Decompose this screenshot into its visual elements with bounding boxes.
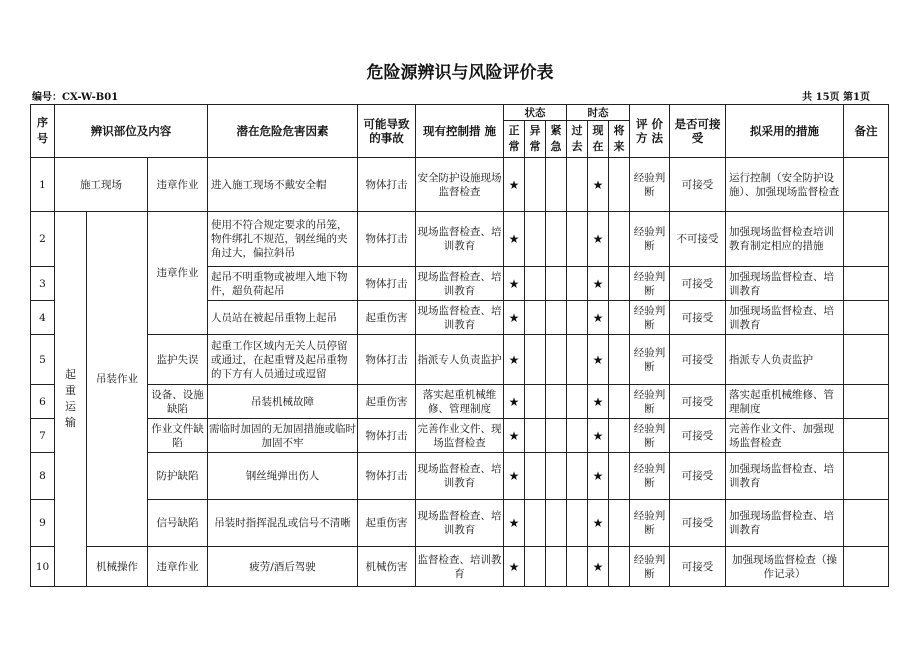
cell-future [609, 301, 630, 335]
cell-method: 经验判断 [630, 500, 670, 547]
star-icon: ★ [588, 335, 609, 385]
risk-assessment-table [30, 104, 889, 587]
cell-past [567, 212, 588, 267]
cell-emergency [546, 453, 567, 500]
star-icon: ★ [504, 385, 525, 419]
header-row-1 [31, 105, 889, 121]
star-icon: ★ [588, 301, 609, 335]
cell-acceptable: 可接受 [670, 385, 726, 419]
cell-control: 完善作业文件、现场监督检查 [416, 419, 504, 453]
header-state-emergency: 紧急 [546, 121, 567, 158]
cell-emergency [546, 335, 567, 385]
cell-past [567, 158, 588, 212]
cell-category: 违章作业 [148, 547, 208, 587]
cell-future [609, 453, 630, 500]
cell-measures: 落实起重机械维修、管理制度 [726, 385, 844, 419]
cell-measures: 加强现场监督检查、培训教育 [726, 453, 844, 500]
cell-control: 指派专人负责监护 [416, 335, 504, 385]
cell-method: 经验判断 [630, 212, 670, 267]
star-icon: ★ [588, 547, 609, 587]
cell-measures: 完善作业文件、加强现场监督检查 [726, 419, 844, 453]
cell-abnormal [525, 547, 546, 587]
cell-control: 现场监督检查、培训教育 [416, 267, 504, 301]
cell-category: 设备、设施缺陷 [148, 385, 208, 419]
cell-method: 经验判断 [630, 301, 670, 335]
cell-acceptable: 可接受 [670, 301, 726, 335]
star-icon: ★ [588, 453, 609, 500]
cell-acceptable: 可接受 [670, 158, 726, 212]
cell-control: 落实起重机械维修、管理制度 [416, 385, 504, 419]
cell-emergency [546, 419, 567, 453]
cell-emergency [546, 385, 567, 419]
cell-accident: 起重伤害 [358, 385, 416, 419]
star-icon: ★ [588, 212, 609, 267]
meta-row [30, 88, 870, 102]
cell-seq: 8 [31, 453, 55, 500]
document-code: 编号：CX-W-B01 [32, 92, 119, 103]
cell-accident: 物体打击 [358, 212, 416, 267]
cell-accident: 起重伤害 [358, 500, 416, 547]
cell-abnormal [525, 385, 546, 419]
cell-category: 信号缺陷 [148, 500, 208, 547]
cell-emergency [546, 212, 567, 267]
cell-measures: 加强现场监督检查、培训教育 [726, 500, 844, 547]
cell-hazard: 起吊不明重物或被埋入地下物件，超负荷起吊 [208, 267, 358, 301]
cell-control: 监督检查、培训教育 [416, 547, 504, 587]
cell-past [567, 453, 588, 500]
cell-emergency [546, 301, 567, 335]
cell-location: 施工现场 [55, 158, 148, 212]
cell-abnormal [525, 301, 546, 335]
header-seq: 序号 [31, 105, 55, 158]
cell-control: 现场监督检查、培训教育 [416, 212, 504, 267]
header-state: 状态 [504, 105, 567, 121]
page-count: 共 15页 第1页 [802, 92, 870, 103]
table-row [31, 385, 889, 419]
cell-control: 安全防护设施现场监督检查 [416, 158, 504, 212]
cell-method: 经验判断 [630, 158, 670, 212]
cell-acceptable: 不可接受 [670, 212, 726, 267]
cell-remarks [844, 500, 889, 547]
cell-seq: 6 [31, 385, 55, 419]
cell-hazard: 人员站在被起吊重物上起吊 [208, 301, 358, 335]
cell-acceptable: 可接受 [670, 335, 726, 385]
table-row [31, 158, 889, 212]
header-state-abnormal: 异常 [525, 121, 546, 158]
table-row [31, 419, 889, 453]
header-state-normal: 正常 [504, 121, 525, 158]
cell-measures: 加强现场监督检查（操作记录） [726, 547, 844, 587]
star-icon: ★ [504, 212, 525, 267]
cell-measures: 指派专人负责监护 [726, 335, 844, 385]
cell-remarks [844, 301, 889, 335]
cell-acceptable: 可接受 [670, 453, 726, 500]
cell-category: 作业文件缺陷 [148, 419, 208, 453]
cell-method: 经验判断 [630, 335, 670, 385]
star-icon: ★ [588, 267, 609, 301]
star-icon: ★ [504, 500, 525, 547]
cell-hazard: 吊装机械故障 [208, 385, 358, 419]
cell-future [609, 547, 630, 587]
cell-accident: 物体打击 [358, 335, 416, 385]
cell-remarks [844, 158, 889, 212]
cell-future [609, 267, 630, 301]
cell-remarks [844, 267, 889, 301]
cell-seq: 10 [31, 547, 55, 587]
cell-abnormal [525, 500, 546, 547]
cell-past [567, 301, 588, 335]
cell-hazard: 起重工作区域内无关人员停留或通过，在起重臂及起吊重物的下方有人员通过或逗留 [208, 335, 358, 385]
cell-seq: 5 [31, 335, 55, 385]
cell-past [567, 500, 588, 547]
cell-seq: 2 [31, 212, 55, 267]
cell-measures: 加强现场监督检查培训教育制定相应的措施 [726, 212, 844, 267]
header-control: 现有控制措 施 [416, 105, 504, 158]
cell-control: 现场监督检查、培训教育 [416, 500, 504, 547]
cell-past [567, 547, 588, 587]
page-title: 危险源辨识与风险评价表 [366, 63, 554, 83]
header-accident: 可能导致的事故 [358, 105, 416, 158]
cell-seq: 3 [31, 267, 55, 301]
star-icon: ★ [504, 419, 525, 453]
star-icon: ★ [588, 419, 609, 453]
cell-accident: 起重伤害 [358, 301, 416, 335]
cell-method: 经验判断 [630, 453, 670, 500]
cell-past [567, 419, 588, 453]
cell-control: 现场监督检查、培训教育 [416, 301, 504, 335]
cell-seq: 1 [31, 158, 55, 212]
cell-hazard: 钢丝绳弹出伤人 [208, 453, 358, 500]
cell-abnormal [525, 212, 546, 267]
cell-seq: 4 [31, 301, 55, 335]
group-machinery: 机械操作 [87, 547, 148, 587]
header-hazard: 潜在危险危害因素 [208, 105, 358, 158]
cell-abnormal [525, 267, 546, 301]
cell-accident: 物体打击 [358, 419, 416, 453]
group-hoisting: 吊装作业 [87, 212, 148, 547]
cell-category: 违章作业 [148, 158, 208, 212]
cell-abnormal [525, 335, 546, 385]
cell-future [609, 385, 630, 419]
cell-seq: 9 [31, 500, 55, 547]
cell-acceptable: 可接受 [670, 419, 726, 453]
header-tense-future: 将来 [609, 121, 630, 158]
table-row [31, 500, 889, 547]
cell-abnormal [525, 453, 546, 500]
cell-hazard: 需临时加固的无加固措施或临时加固不牢 [208, 419, 358, 453]
cell-hazard: 进入施工现场不戴安全帽 [208, 158, 358, 212]
star-icon: ★ [588, 385, 609, 419]
star-icon: ★ [504, 547, 525, 587]
cell-remarks [844, 419, 889, 453]
cell-method: 经验判断 [630, 547, 670, 587]
cell-measures: 运行控制（安全防护设施）、加强现场监督检查 [726, 158, 844, 212]
header-method: 评 价方 法 [630, 105, 670, 158]
star-icon: ★ [504, 301, 525, 335]
header-acceptable: 是否可接受 [670, 105, 726, 158]
cell-accident: 物体打击 [358, 453, 416, 500]
cell-category: 监护失误 [148, 335, 208, 385]
cell-hazard: 疲劳/酒后驾驶 [208, 547, 358, 587]
star-icon: ★ [588, 158, 609, 212]
cell-accident: 物体打击 [358, 158, 416, 212]
cell-future [609, 419, 630, 453]
cell-remarks [844, 212, 889, 267]
cell-future [609, 158, 630, 212]
cell-emergency [546, 500, 567, 547]
header-measures: 拟采用的措施 [726, 105, 844, 158]
cell-method: 经验判断 [630, 267, 670, 301]
header-location: 辨识部位及内容 [55, 105, 208, 158]
star-icon: ★ [504, 453, 525, 500]
table-row [31, 212, 889, 267]
cell-remarks [844, 335, 889, 385]
cell-future [609, 212, 630, 267]
group-lifting: 起重运输 [55, 212, 87, 587]
cell-seq: 7 [31, 419, 55, 453]
cell-remarks [844, 385, 889, 419]
star-icon: ★ [504, 335, 525, 385]
header-tense-present: 现在 [588, 121, 609, 158]
header-tense-past: 过去 [567, 121, 588, 158]
cell-abnormal [525, 419, 546, 453]
cell-emergency [546, 547, 567, 587]
table-row [31, 547, 889, 587]
cell-control: 现场监督检查、培训教育 [416, 453, 504, 500]
cell-remarks [844, 453, 889, 500]
cell-abnormal [525, 158, 546, 212]
cell-emergency [546, 267, 567, 301]
cell-emergency [546, 158, 567, 212]
header-remarks: 备注 [844, 105, 889, 158]
cell-accident: 物体打击 [358, 267, 416, 301]
star-icon: ★ [504, 158, 525, 212]
cell-category: 防护缺陷 [148, 453, 208, 500]
table-row [31, 453, 889, 500]
table-row [31, 335, 889, 385]
header-tense: 时态 [567, 105, 630, 121]
cell-method: 经验判断 [630, 385, 670, 419]
star-icon: ★ [504, 267, 525, 301]
cell-remarks [844, 547, 889, 587]
cell-acceptable: 可接受 [670, 267, 726, 301]
cell-acceptable: 可接受 [670, 500, 726, 547]
cell-past [567, 385, 588, 419]
cell-past [567, 267, 588, 301]
star-icon: ★ [588, 500, 609, 547]
cell-future [609, 500, 630, 547]
cell-measures: 加强现场监督检查、培训教育 [726, 301, 844, 335]
cell-future [609, 335, 630, 385]
cell-accident: 机械伤害 [358, 547, 416, 587]
cell-hazard: 使用不符合规定要求的吊笼，物件绑扎不规范，钢丝绳的夹角过大，偏拉斜吊 [208, 212, 358, 267]
cell-past [567, 335, 588, 385]
cell-acceptable: 可接受 [670, 547, 726, 587]
cell-measures: 加强现场监督检查、培训教育 [726, 267, 844, 301]
cell-hazard: 吊装时指挥混乱或信号不清晰 [208, 500, 358, 547]
cell-method: 经验判断 [630, 419, 670, 453]
group-violation: 违章作业 [148, 212, 208, 335]
